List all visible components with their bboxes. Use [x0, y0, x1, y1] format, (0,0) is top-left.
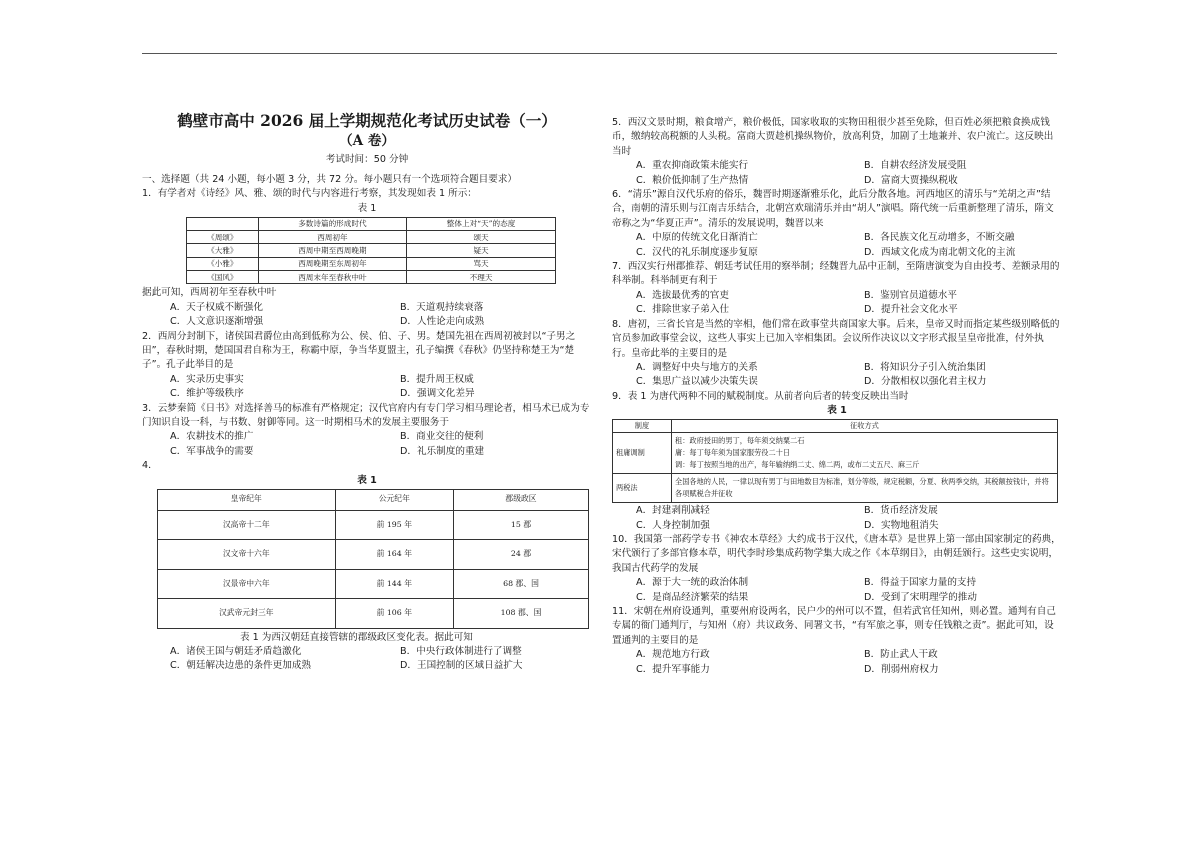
option-c: C．粮价低抑制了生产热情	[636, 174, 749, 186]
option-b: B．鉴别官员道德水平	[864, 289, 957, 301]
answer-options	[142, 373, 592, 402]
table-cell: 《大雅》	[187, 244, 259, 257]
q9-table	[612, 419, 1058, 503]
option-d: D．西域文化成为南北朝文化的主流	[864, 246, 1016, 258]
table-cell	[672, 474, 1058, 503]
answer-options	[612, 576, 1062, 605]
table-row	[158, 540, 589, 570]
answer-options	[142, 645, 592, 674]
table-cell: 颂天	[407, 231, 556, 244]
question-1	[142, 187, 592, 329]
table-cell: 前 164 年	[335, 540, 454, 570]
table-cell: 汉文帝十六年	[158, 540, 336, 570]
option-b: B．提升周王权威	[400, 373, 474, 385]
q1-table	[186, 217, 556, 284]
answer-options	[612, 159, 1062, 188]
option-b: B．自耕农经济发展受阻	[864, 160, 967, 172]
question-7	[612, 260, 1062, 318]
option-c: C．维护等级秩序	[170, 388, 244, 400]
table-row	[613, 474, 1058, 503]
answer-options	[612, 231, 1062, 260]
answer-options	[612, 648, 1062, 677]
table-cell-line: 庸：每丁每年须为国家服劳役二十日	[675, 448, 791, 458]
table-cell: 前 195 年	[335, 510, 454, 540]
table-cell: 西周中期至西周晚期	[258, 244, 407, 257]
question-4	[142, 459, 592, 674]
table-row	[187, 257, 556, 270]
table-cell: 租庸调制	[613, 433, 672, 474]
table-caption: 表 1	[827, 405, 847, 417]
table-header-cell: 公元纪年	[335, 489, 454, 510]
question-stem: 7．西汉实行州郡推荐、朝廷考试任用的察举制；经魏晋九品中正制，至隋唐演变为自由投考、差额录用的科举制。科举制更有利于	[612, 261, 1060, 287]
table-header-cell: 皇帝纪年	[158, 489, 336, 510]
table-cell: 24 郡	[454, 540, 589, 570]
option-c: C．集思广益以减少决策失误	[636, 376, 758, 388]
question-5	[612, 116, 1062, 188]
q4-table	[157, 489, 589, 629]
option-a: A．源于大一统的政治体制	[636, 577, 749, 589]
table-cell: 15 郡	[454, 510, 589, 540]
option-c: C．是商品经济繁荣的结果	[636, 591, 749, 603]
option-d: D．礼乐制度的重建	[400, 445, 485, 457]
section-heading: 一、选择题（共 24 小题，每小题 3 分，共 72 分。每小题只有一个选项符合题目要求）	[142, 174, 518, 185]
option-d: D．富商大贾操纵税收	[864, 174, 958, 186]
question-6	[612, 188, 1062, 260]
question-11	[612, 605, 1062, 677]
table-cell: 《周颂》	[187, 231, 259, 244]
option-a: A．调整好中央与地方的关系	[636, 361, 758, 373]
option-c: C．军事战争的需要	[170, 445, 254, 457]
question-stem: 8．唐初，三省长官是当然的宰相，他们常在政事堂共商国家大事。后来，皇帝又时而指定某些级别略低的官员参加政事堂会议，这些人事实上已加入宰相集团。会议所作决议以文字形式报呈皇帝批准，付外执行。皇帝此举的主要目的是	[612, 318, 1060, 359]
table-caption: 表 1	[357, 474, 377, 486]
table-cell: 前 144 年	[335, 569, 454, 599]
question-stem: 2．西周分封制下，诸侯国君爵位由高到低称为公、侯、伯、子、男。楚国先祖在西周初被封以“子男之田”，春秋时期，楚国国君自称为王，称霸中原，争当华夏盟主，孔子编撰《春秋》仍坚持称楚王为“楚子”。孔子此举目的是	[142, 330, 576, 371]
table-cell: 108 郡、国	[454, 599, 589, 629]
option-a: A．重农抑商政策未能实行	[636, 160, 749, 172]
question-tail: 据此可知，西周初年至春秋中叶	[142, 287, 277, 299]
table-header-row	[187, 217, 556, 230]
table-row	[187, 244, 556, 257]
option-d: D．王国控制的区域日益扩大	[400, 660, 523, 672]
table-cell: 骂天	[407, 257, 556, 270]
table-row	[158, 569, 589, 599]
option-a: A．规范地方行政	[636, 649, 710, 661]
question-stem: 3．云梦秦简《日书》对选择善马的标准有严格规定；汉代官府内有专门学习相马理论者，相马术已成为专门知识自设一科，与书数、射御等同。这一时期相马术的发展主要服务于	[142, 402, 590, 428]
table-header-cell: 征收方式	[672, 420, 1058, 433]
question-9	[612, 390, 1062, 533]
table-cell-line: 全国各地的人民，一律以现有男丁与田地数目为标准，划分等级，规定税额，分夏、秋两季交纳，其税额按钱计，并将各项赋税合并征收	[675, 477, 1049, 499]
exam-subtitle: （A 卷）	[339, 133, 395, 149]
question-2	[142, 330, 592, 402]
left-column	[142, 110, 592, 674]
exam-time: 考试时间：50 分钟	[325, 154, 409, 165]
question-stem: 10．我国第一部药学专书《神农本草经》大约成书于汉代，《唐本草》是世界上第一部由国家制定的药典，宋代颁行了多部官修本草，明代李时珍集成药物学集大成之作《本草纲目》，由朝廷颁行。这些史实说明，我国古代药学的发展	[612, 533, 1061, 574]
table-cell: 西周末年至春秋中叶	[258, 271, 407, 284]
option-a: A．实录历史事实	[170, 373, 244, 385]
option-a: A．选拔最优秀的官吏	[636, 289, 729, 301]
option-c: C．人文意识逐渐增强	[170, 316, 264, 328]
table-cell: 两税法	[613, 474, 672, 503]
table-header-cell	[187, 217, 259, 230]
table-cell: 汉景帝中六年	[158, 569, 336, 599]
option-d: D．强调文化差异	[400, 388, 475, 400]
answer-options	[142, 301, 592, 330]
option-b: B．将知识分子引入统治集团	[864, 361, 986, 373]
table-cell	[672, 433, 1058, 474]
option-d: D．受到了宋明理学的推动	[864, 591, 977, 603]
table-cell: 西周晚期至东周初年	[258, 257, 407, 270]
table-cell: 汉武帝元封三年	[158, 599, 336, 629]
table-header-cell: 多数诗篇的形成时代	[258, 217, 407, 230]
table-cell: 汉高帝十二年	[158, 510, 336, 540]
table-header-row	[158, 489, 589, 510]
table-cell: 疑天	[407, 244, 556, 257]
table-note: 表 1 为西汉朝廷直接管辖的郡级政区变化表。据此可知	[240, 631, 473, 643]
top-rule	[142, 53, 1057, 54]
answer-options	[612, 289, 1062, 318]
option-b: B．得益于国家力量的支持	[864, 577, 977, 589]
question-number: 4．	[142, 460, 158, 472]
question-stem: 6．“清乐”源自汉代乐府的俗乐，魏晋时期逐渐雅乐化，此后分散各地。河西地区的清乐与“羌胡之声”结合，南朝的清乐则与江南吉乐结合，北朝宫欢瑞清乐并由“胡人”演唱。隋代统一后重新整理了清乐，隋文帝称之为“华夏正声”。清乐的发展说明，魏晋以来	[612, 189, 1054, 229]
option-b: B．商业交往的便利	[400, 431, 484, 443]
table-cell: 《小雅》	[187, 257, 259, 270]
option-d: D．提升社会文化水平	[864, 304, 958, 316]
exam-title: 鹤壁市高中 2026 届上学期规范化考试历史试卷（一）	[177, 111, 557, 130]
option-c: C．提升军事能力	[636, 663, 710, 675]
option-a: A．中原的传统文化日渐消亡	[636, 232, 758, 244]
table-header-cell: 制度	[613, 420, 672, 433]
option-b: B．货币经济发展	[864, 505, 938, 517]
table-caption: 表 1	[357, 202, 377, 214]
table-cell-line: 租：政府授田的男丁，每年须交纳粟二石	[675, 436, 805, 446]
option-c: C．排除世家子弟入仕	[636, 304, 730, 316]
question-stem: 11．宋朝在州府设通判，重要州府设两名，民户少的州可以不置，但若武官任知州，则必置。通判有自己专属的衙门通判厅，与知州（府）共议政务、同署文书，“有军旅之事，则专任钱粮之责”。据此可知，设置通判的主要目的是	[612, 605, 1056, 646]
option-a: A．封建剥削减轻	[636, 505, 710, 517]
answer-options	[612, 504, 1062, 533]
option-c: C．人身控制加强	[636, 519, 710, 531]
question-stem: 9．表 1 为唐代两种不同的赋税制度。从前者向后者的转变反映出当时	[612, 390, 909, 402]
table-row	[613, 433, 1058, 474]
option-b: B．中央行政体制进行了调整	[400, 645, 522, 657]
option-b: B．天道观持续衰落	[400, 301, 484, 313]
option-b: B．各民族文化互动增多，不断交融	[864, 232, 1015, 244]
option-d: D．实物地租消失	[864, 519, 939, 531]
table-cell: 不理天	[407, 271, 556, 284]
option-a: A．农耕技术的推广	[170, 431, 254, 443]
option-c: C．朝廷解决边患的条件更加成熟	[170, 660, 312, 672]
option-a: A．诸侯王国与朝廷矛盾趋激化	[170, 645, 302, 657]
table-cell: 西周初年	[258, 231, 407, 244]
table-header-row	[613, 420, 1058, 433]
question-10	[612, 533, 1062, 605]
right-column	[612, 116, 1062, 677]
table-row	[187, 271, 556, 284]
table-cell-line: 调：每丁按照当地的出产，每年输纳绢二丈、绵二两，或布二丈五尺、麻三斤	[675, 460, 920, 470]
option-d: D．分散相权以强化君主权力	[864, 376, 987, 388]
question-stem: 1．有学者对《诗经》风、雅、颂的时代与内容进行考察，其发现如表 1 所示：	[142, 188, 477, 200]
answer-options	[612, 361, 1062, 390]
table-header-cell: 郡级政区	[454, 489, 589, 510]
table-row	[158, 510, 589, 540]
option-c: C．汉代的礼乐制度逐步复原	[636, 246, 758, 258]
question-3	[142, 402, 592, 460]
question-stem: 5．西汉文景时期，粮食增产，粮价极低，国家收取的实物田租很少甚至免除，但百姓必须把粮食换成钱币，缴纳较高税额的人头税。富商大贾趁机操纵物价，放高利贷，加剧了土地兼并、农户流亡。这反映出当时	[612, 117, 1054, 157]
option-d: D．削弱州府权力	[864, 663, 939, 675]
table-cell: 前 106 年	[335, 599, 454, 629]
option-d: D．人性论走向成熟	[400, 316, 485, 328]
answer-options	[142, 430, 592, 459]
option-b: B．防止武人干政	[864, 649, 938, 661]
table-cell: 《国风》	[187, 271, 259, 284]
question-8	[612, 318, 1062, 390]
table-cell: 68 郡、国	[454, 569, 589, 599]
table-row	[187, 231, 556, 244]
table-row	[158, 599, 589, 629]
table-header-cell: 整体上对“天”的态度	[407, 217, 556, 230]
option-a: A．天子权威不断强化	[170, 301, 263, 313]
